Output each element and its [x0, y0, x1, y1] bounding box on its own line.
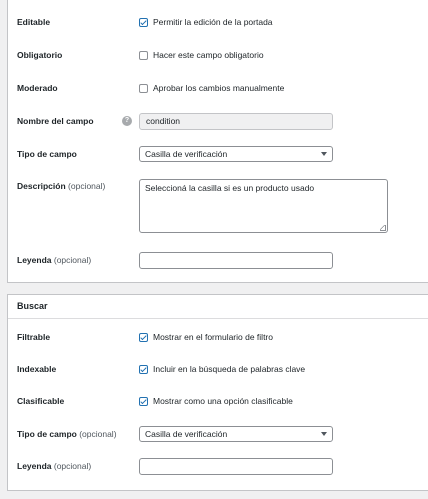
editable-label: Editable [17, 17, 51, 27]
field-name-label: Nombre del campo [17, 116, 94, 126]
search-field-type-optional: (opcional) [79, 429, 117, 439]
filterable-row [8, 327, 428, 347]
chevron-down-icon [321, 432, 327, 436]
sortable-checkbox-label[interactable]: Mostrar como una opción clasificable [153, 396, 293, 406]
legend-input[interactable] [139, 252, 333, 269]
field-name-row [8, 111, 428, 131]
chevron-down-icon [321, 152, 327, 156]
required-row [8, 45, 428, 65]
search-legend-label-text: Leyenda [17, 461, 52, 471]
search-settings-panel [7, 294, 428, 491]
search-field-type-row [8, 424, 428, 444]
required-checkbox[interactable] [139, 51, 148, 60]
sortable-label: Clasificable [17, 396, 65, 406]
search-legend-label [17, 456, 91, 476]
required-checkbox-label[interactable]: Hacer este campo obligatorio [153, 50, 264, 60]
editable-row [8, 12, 428, 32]
filterable-checkbox-label[interactable]: Mostrar en el formulario de filtro [153, 332, 273, 342]
indexable-label: Indexable [17, 364, 57, 374]
sortable-row [8, 391, 428, 411]
filterable-checkbox[interactable] [139, 333, 148, 342]
question-circle-icon[interactable]: ? [122, 116, 132, 126]
search-field-type-select-value: Casilla de verificación [145, 429, 228, 439]
description-row [8, 176, 428, 236]
description-label [17, 176, 105, 196]
search-legend-row [8, 456, 428, 476]
editable-checkbox-label[interactable]: Permitir la edición de la portada [153, 17, 273, 27]
indexable-checkbox[interactable] [139, 365, 148, 374]
moderated-checkbox-control[interactable] [139, 78, 284, 98]
required-checkbox-control[interactable] [139, 45, 264, 65]
description-textarea-value: Seleccioná la casilla si es un producto usado [145, 183, 315, 193]
search-section-title: Buscar [8, 295, 428, 319]
moderated-checkbox[interactable] [139, 84, 148, 93]
field-name-input[interactable]: condition [139, 113, 333, 130]
legend-row [8, 250, 428, 270]
sortable-checkbox-control[interactable] [139, 391, 293, 411]
indexable-checkbox-label[interactable]: Incluir en la búsqueda de palabras clave [153, 364, 306, 374]
description-label-text: Descripción [17, 181, 66, 191]
search-field-type-label-text: Tipo de campo [17, 429, 77, 439]
description-optional: (opcional) [68, 181, 106, 191]
moderated-checkbox-label[interactable]: Aprobar los cambios manualmente [153, 83, 285, 93]
search-legend-optional: (opcional) [53, 461, 92, 471]
indexable-checkbox-control[interactable] [139, 359, 305, 379]
search-field-type-label [17, 424, 117, 444]
legend-label [17, 250, 91, 270]
moderated-row [8, 78, 428, 98]
moderated-label: Moderado [17, 83, 58, 93]
legend-optional: (opcional) [53, 255, 92, 265]
search-legend-input[interactable] [139, 458, 333, 475]
description-textarea[interactable] [139, 179, 388, 233]
editable-checkbox[interactable] [139, 18, 148, 27]
field-type-select-value: Casilla de verificación [145, 149, 228, 159]
filterable-label: Filtrable [17, 332, 51, 342]
legend-label-text: Leyenda [17, 255, 52, 265]
search-field-type-select[interactable] [139, 426, 333, 442]
required-label: Obligatorio [17, 50, 63, 60]
resize-handle-icon[interactable] [380, 225, 386, 231]
filterable-checkbox-control[interactable] [139, 327, 273, 347]
field-type-row [8, 144, 428, 164]
sortable-checkbox[interactable] [139, 397, 148, 406]
field-settings-panel [7, 0, 428, 283]
field-type-select[interactable] [139, 146, 333, 162]
editable-checkbox-control[interactable] [139, 12, 273, 32]
indexable-row [8, 359, 428, 379]
field-type-label: Tipo de campo [17, 149, 77, 159]
